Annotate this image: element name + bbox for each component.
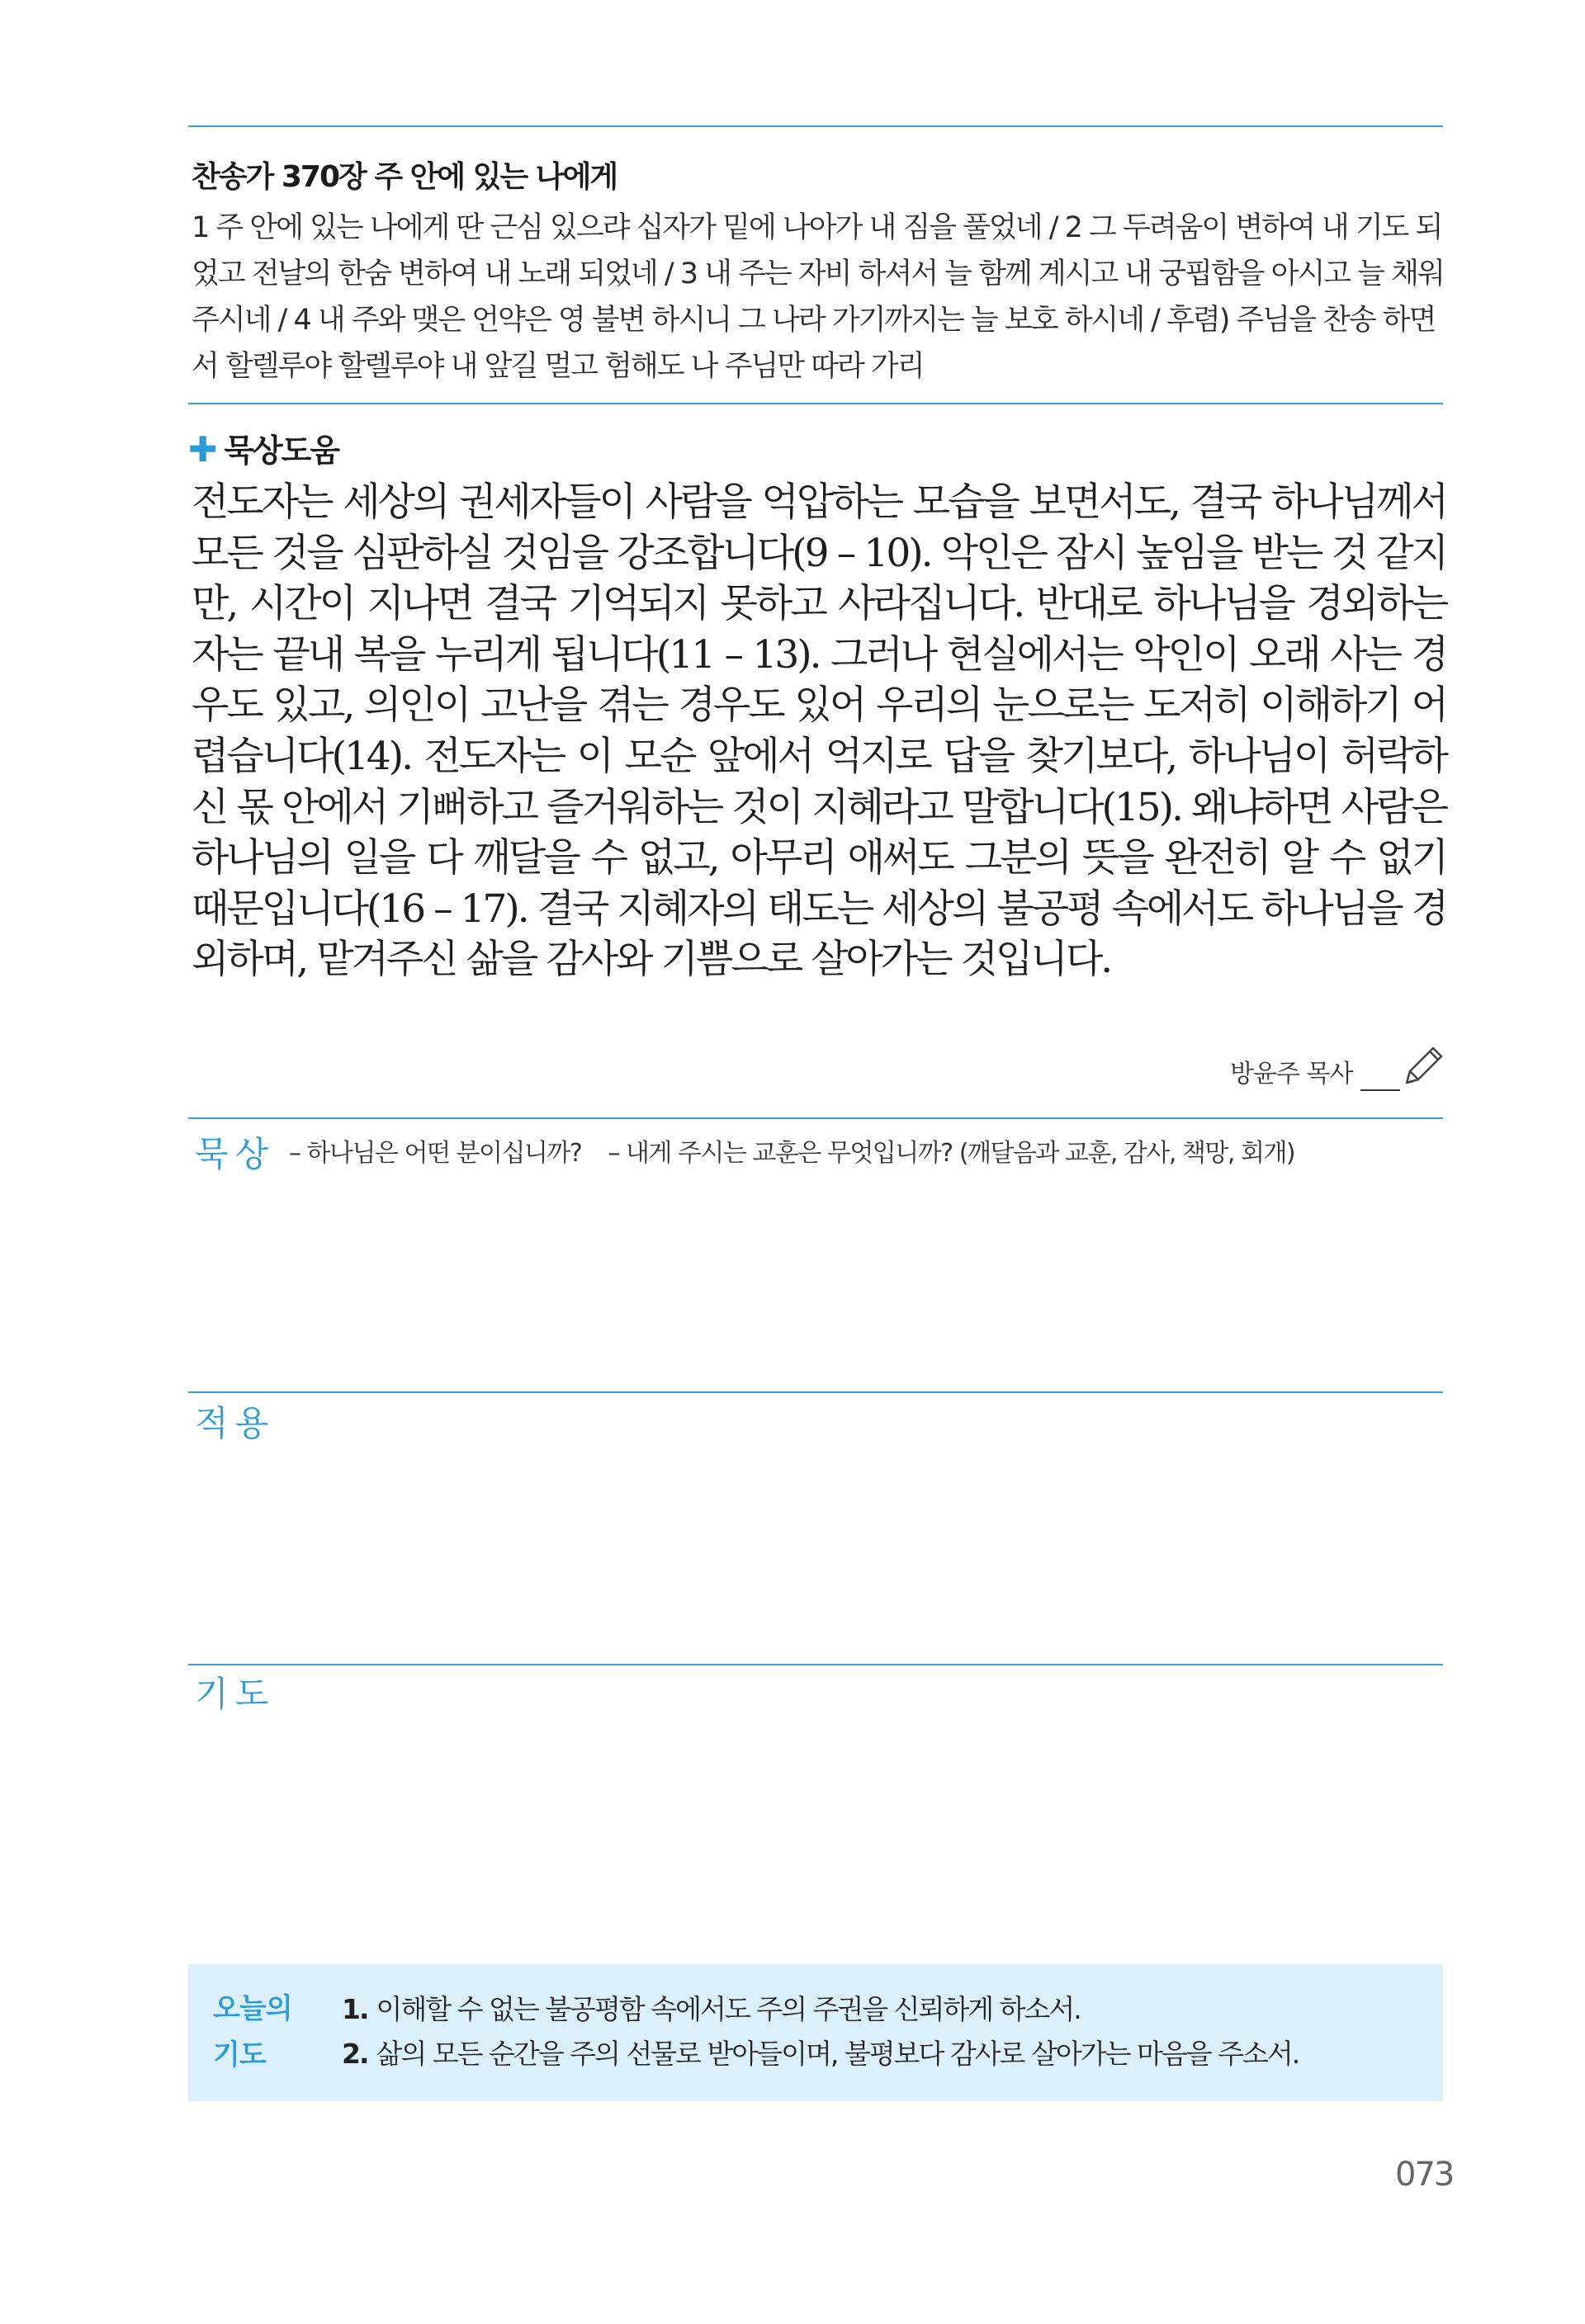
prayer-item-text: 삶의 모든 순간을 주의 선물로 받아들이며, 불평보다 감사로 살아가는 마음을 주소서. [376,2038,1299,2070]
meditation-question-2: – 내게 주시는 교훈은 무엇입니까? (깨달음과 교훈, 감사, 책망, 회개) [608,1139,1295,1168]
prayer-item [342,1987,1299,2032]
todays-prayer-label-line1: 오늘의 [213,1992,292,2025]
todays-prayer-label [213,1986,292,2078]
application-rule [188,1391,1443,1393]
application-label: 적용 [195,1403,276,1443]
meditation-label: 묵상 [195,1134,276,1174]
hymn-title: 찬송가 370장 주 안에 있는 나에게 [192,160,617,194]
meditation-help-heading [188,425,338,470]
page-number: 073 [1395,2156,1454,2194]
todays-prayer-label-line2: 기도 [213,2038,266,2071]
prayer-item-text: 이해할 수 없는 불공평함 속에서도 주의 주권을 신뢰하게 하소서. [376,1993,1081,2025]
todays-prayer-box [188,1964,1443,2101]
pencil-icon [1395,1042,1448,1094]
hymn-bottom-rule [188,403,1443,404]
meditation-question-1: – 하나님은 어떤 분이십니까? [289,1139,582,1168]
meditation-questions [289,1132,1314,1169]
author-name: 방윤주 목사 [1230,1060,1353,1089]
prayer-rule [188,1664,1443,1665]
top-rule [188,125,1443,127]
hymn-lyrics: 1 주 안에 있는 나에게 딴 근심 있으랴 십자가 밑에 나아가 내 짐을 풀었네 / 2 그 두려움이 변하여 내 기도 되었고 전날의 한숨 변하여 내 노래 되었네 / 3 내 주는 자비 하셔서 늘 함께 계시고 내 궁핍함을 아시고 늘 채워 주시네 / 4 내 주와 맺은 언약은 영 불변 하시니 그 나라 가기까지는 늘 보호 하시네 / 후렴) 주님을 찬송 하면서 할렐루야 할렐루야 내 앞길 멀고 험해도 나 주님만 따라 가리 [192,211,1444,383]
meditation-help-title: 묵상도움 [224,432,339,469]
prayer-label: 기도 [195,1674,276,1714]
prayer-item-number: 1. [342,1993,368,2025]
plus-icon: ✚ [188,429,216,470]
prayer-item-number: 2. [342,2038,368,2070]
author-underline [1360,1089,1400,1091]
meditation-help-body: 전도자는 세상의 권세자들이 사람을 억압하는 모습을 보면서도, 결국 하나님께서 모든 것을 심판하실 것임을 강조합니다(9 – 10). 악인은 잠시 높임을 받는 것 같지만, 시간이 지나면 결국 기억되지 못하고 사라집니다. 반대로 하나님을 경외하는 자는 끝내 복을 누리게 됩니다(11 – 13). 그러나 현실에서는 악인이 오래 사는 경우도 있고, 의인이 고난을 겪는 경우도 있어 우리의 눈으로는 도저히 이해하기 어렵습니다(14). 전도자는 이 모순 앞에서 억지로 답을 찾기보다, 하나님이 허락하신 몫 안에서 기뻐하고 즐거워하는 것이 지혜라고 말합니다(15). 왜냐하면 사람은 하나님의 일을 다 깨달을 수 없고, 아무리 애써도 그분의 뜻을 완전히 알 수 없기 때문입니다(16 – 17). 결국 지혜자의 태도는 세상의 불공평 속에서도 하나님을 경외하며, 맡겨주신 삶을 감사와 기쁨으로 살아가는 것입니다. [192,479,1446,983]
prayer-item [342,2032,1299,2076]
todays-prayer-items [342,1987,1299,2076]
meditation-rule [188,1117,1443,1119]
